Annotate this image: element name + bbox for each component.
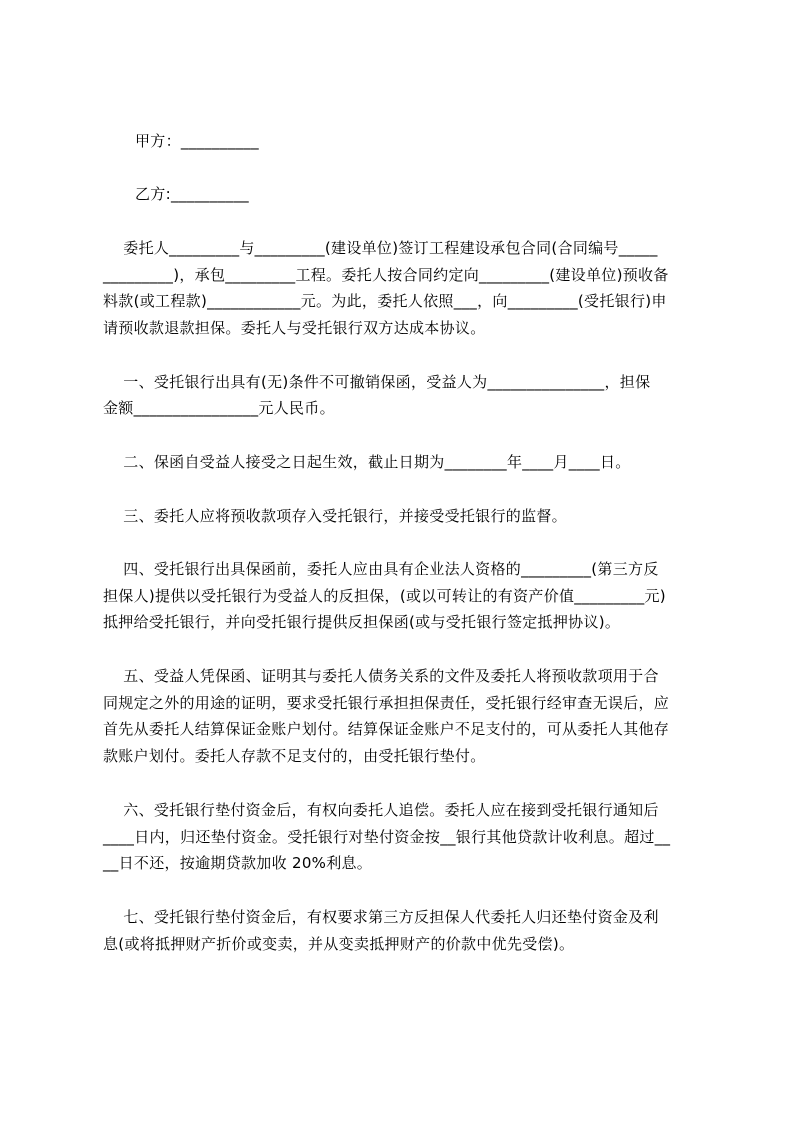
- intro-line-3: 料款(或工程款)____________元。为此，委托人依照___，向_________(受托银行)申: [103, 292, 667, 310]
- clause-6-line-1: 六、受托银行垫付资金后，有权向委托人追偿。委托人应在接到受托银行通知后: [103, 801, 659, 819]
- clause-5-line-2: 同规定之外的用途的证明，要求受托银行承担担保责任，受托银行经审查无误后，应: [103, 694, 670, 712]
- intro-line-4: 请预收款退款担保。委托人与受托银行双方达成本协议。: [103, 319, 486, 337]
- clause-5-line-3: 首先从委托人结算保证金账户划付。结算保证金账户不足支付的，可从委托人其他存: [103, 720, 670, 738]
- clause-5-line-1: 五、受益人凭保函、证明其与委托人债务关系的文件及委托人将预收款项用于合: [103, 667, 659, 685]
- clause-4-line-1: 四、受托银行出具保函前，委托人应由具有企业法人资格的_________(第三方反: [103, 560, 659, 578]
- party-b-line: 乙方:__________: [135, 185, 249, 203]
- intro-line-1: 委托人_________与_________(建设单位)签订工程建设承包合同(合同编号_____: [103, 239, 658, 257]
- clause-7-line-1: 七、受托银行垫付资金后，有权要求第三方反担保人代委托人归还垫付资金及利: [103, 908, 659, 926]
- intro-line-2: _________)，承包_________工程。委托人按合同约定向_________(建设单位)预收备: [103, 266, 669, 284]
- clause-1-line-2: 金额________________元人民币。: [103, 399, 335, 417]
- party-a-line: 甲方：__________: [135, 132, 259, 150]
- clause-5-line-4: 款账户划付。委托人存款不足支付的，由受托银行垫付。: [103, 747, 486, 765]
- clause-2-line-1: 二、保函自受益人接受之日起生效，截止日期为________年____月____日。: [103, 453, 631, 471]
- clause-4-line-2: 担保人)提供以受托银行为受益人的反担保，(或以可转让的有资产价值_________元): [103, 587, 666, 605]
- clause-6-line-2: ____日内，归还垫付资金。受托银行对垫付资金按__银行其他贷款计收利息。超过__: [103, 828, 671, 846]
- clause-4-line-3: 抵押给受托银行，并向受托银行提供反担保函(或与受托银行签定抵押协议)。: [103, 613, 621, 631]
- clause-3-line-1: 三、委托人应将预收款项存入受托银行，并接受受托银行的监督。: [103, 507, 567, 525]
- clause-1-line-1: 一、受托银行出具有(无)条件不可撤销保函，受益人为_______________，担保: [103, 373, 651, 391]
- clause-7-line-2: 息(或将抵押财产折价或变卖，并从变卖抵押财产的价款中优先受偿)。: [103, 935, 575, 953]
- clause-6-line-3: __日不还，按逾期贷款加收 20%利息。: [103, 854, 373, 872]
